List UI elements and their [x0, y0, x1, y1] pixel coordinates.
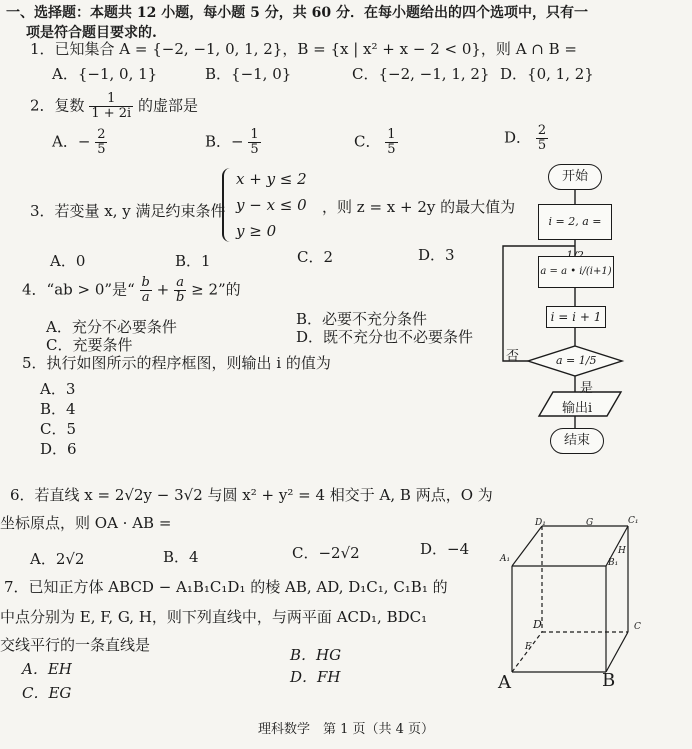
- q2-d-num: 2: [537, 123, 547, 138]
- section-heading-line1: 一、选择题：本题共 12 小题，每小题 5 分，共 60 分．在每小题给出的四个选项中，只有一: [6, 5, 588, 21]
- q2-fraction: [89, 92, 133, 121]
- q6-option-b[interactable]: B．4: [163, 548, 199, 566]
- q4-frac1-den: a: [141, 290, 150, 305]
- q2-option-b-label: B．−: [205, 132, 244, 151]
- q3-brace: [222, 168, 234, 242]
- q6-option-d[interactable]: D．−4: [420, 540, 470, 558]
- cube-figure: [498, 514, 658, 694]
- flowchart-init: i = 2, a =: [538, 204, 612, 240]
- q2-option-c-frac: [385, 128, 397, 157]
- q2-stem: [30, 92, 198, 121]
- q2-option-c[interactable]: [354, 128, 398, 157]
- q2-option-b-frac: [248, 128, 260, 157]
- q3-option-b[interactable]: B．1: [175, 252, 211, 270]
- q6-stem-line2: 坐标原点，则 OA · AB =: [0, 514, 172, 532]
- q2-frac-num: 1: [89, 92, 133, 107]
- q5-option-a[interactable]: A．3: [40, 380, 76, 398]
- q2-option-a-frac: [95, 128, 107, 157]
- q2-c-num: 1: [387, 127, 396, 142]
- q4-frac2-den: b: [176, 290, 185, 305]
- flowchart-update-a: a = a • i/(i+1): [538, 256, 614, 288]
- q4-stem-post: ≥ 2”的: [191, 280, 241, 299]
- q6-stem-line1: 6．若直线 x = 2√2y − 3√2 与圆 x² + y² = 4 相交于 A, B 两点，O 为: [10, 486, 493, 504]
- q2-option-a[interactable]: [52, 128, 107, 157]
- flowchart-end: 结束: [550, 428, 604, 454]
- q1-option-b[interactable]: B．{−1, 0}: [205, 65, 292, 83]
- q4-stem: [22, 276, 241, 305]
- q7-stem-line3: 交线平行的一条直线是: [0, 636, 151, 654]
- q2-option-d[interactable]: [504, 124, 548, 153]
- q1-stem: 1．已知集合 A = {−2, −1, 0, 1, 2}，B = {x | x² + x − 2 < 0}，则 A ∩ B =: [30, 40, 577, 58]
- q5-stem: 5．执行如图所示的程序框图，则输出 i 的值为: [22, 354, 331, 372]
- q3-option-d[interactable]: D．3: [418, 246, 455, 264]
- q2-b-num: 1: [250, 127, 259, 142]
- q7-stem-line2: 中点分别为 E, F, G, H，则下列直线中，与两平面 ACD₁, BDC₁: [0, 608, 428, 626]
- q4-option-c[interactable]: C．充要条件: [46, 336, 133, 354]
- q5-option-d[interactable]: D．6: [40, 440, 77, 458]
- q2-stem-pre: 2．复数: [30, 96, 85, 115]
- q1-option-d[interactable]: D．{0, 1, 2}: [500, 65, 594, 83]
- cube-label-b: B: [602, 670, 616, 691]
- flowchart-output: 输出i: [562, 401, 593, 416]
- q2-c-den: 5: [387, 142, 396, 157]
- q6-option-c[interactable]: C．−2√2: [292, 544, 360, 562]
- flowchart-start: 开始: [548, 164, 602, 190]
- q2-b-den: 5: [250, 142, 259, 157]
- q5-option-b[interactable]: B．4: [40, 400, 76, 418]
- q1-option-c[interactable]: C．{−2, −1, 1, 2}: [352, 65, 490, 83]
- q2-option-b[interactable]: [205, 128, 261, 157]
- cube-label-d: D: [533, 618, 542, 631]
- cube-label-c1: C₁: [628, 516, 639, 526]
- cube-label-a1: A₁: [500, 554, 511, 564]
- q4-stem-pre: 4．“ab > 0”是“: [22, 280, 135, 299]
- q3-stem-post: ，则 z = x + 2y 的最大值为: [322, 198, 516, 216]
- q7-stem-line1: 7．已知正方体 ABCD − A₁B₁C₁D₁ 的棱 AB, AD, D₁C₁, C₁B₁ 的: [4, 578, 448, 596]
- q2-option-d-frac: [536, 124, 548, 153]
- q2-d-den: 5: [537, 138, 547, 153]
- q7-option-a[interactable]: A．EH: [22, 660, 72, 678]
- q2-option-a-label: A．−: [52, 132, 91, 151]
- cube-label-a: A: [498, 672, 511, 693]
- q3-option-a[interactable]: A．0: [50, 252, 86, 270]
- cube-label-b1: B₁: [608, 558, 619, 568]
- q4-plus: +: [156, 280, 170, 299]
- q2-frac-den: 1 + 2i: [91, 106, 132, 121]
- q4-frac-1: [140, 276, 152, 305]
- cube-label-g: G: [586, 518, 594, 528]
- q1-option-a[interactable]: A．{−1, 0, 1}: [52, 65, 158, 83]
- flowchart-update-i: i = i + 1: [546, 306, 606, 328]
- q3-constraint-1: x + y ≤ 2: [236, 170, 307, 188]
- q2-a-num: 2: [97, 127, 106, 142]
- cube-label-h: H: [618, 546, 626, 556]
- flowchart-no-label: 否: [506, 349, 520, 364]
- q2-option-c-label: C．: [354, 132, 381, 151]
- q7-option-c[interactable]: C．EG: [22, 684, 72, 702]
- q7-option-b[interactable]: B．HG: [290, 646, 342, 664]
- q3-stem-pre: 3．若变量 x, y 满足约束条件: [30, 202, 226, 220]
- flowchart-condition: a = 1/5: [556, 354, 597, 367]
- q6-option-a[interactable]: A．2√2: [30, 550, 85, 568]
- q4-option-d[interactable]: D．既不充分也不必要条件: [296, 328, 474, 346]
- section-heading-line2: 项是符合题目要求的.: [26, 25, 157, 41]
- cube-label-d1: D₁: [535, 518, 546, 528]
- q2-option-d-label: D．: [504, 128, 532, 147]
- q7-option-d[interactable]: D．FH: [290, 668, 341, 686]
- page-footer: 理科数学 第 1 页（共 4 页）: [257, 722, 435, 737]
- q2-a-den: 5: [97, 142, 106, 157]
- q4-option-b[interactable]: B．必要不充分条件: [296, 310, 428, 328]
- q3-constraint-2: y − x ≤ 0: [236, 196, 307, 214]
- flowchart-yes-label: 是: [580, 381, 594, 396]
- q2-stem-post: 的虚部是: [137, 96, 198, 115]
- q4-frac-2: [174, 276, 186, 305]
- cube-label-c: C: [634, 622, 641, 632]
- q4-frac1-num: b: [141, 275, 150, 290]
- q3-option-c[interactable]: C．2: [297, 248, 334, 266]
- cube-label-f: F: [525, 642, 532, 652]
- q4-option-a[interactable]: A．充分不必要条件: [46, 318, 177, 336]
- q3-constraint-3: y ≥ 0: [236, 222, 277, 240]
- q4-frac2-num: a: [174, 276, 186, 291]
- q5-option-c[interactable]: C．5: [40, 420, 77, 438]
